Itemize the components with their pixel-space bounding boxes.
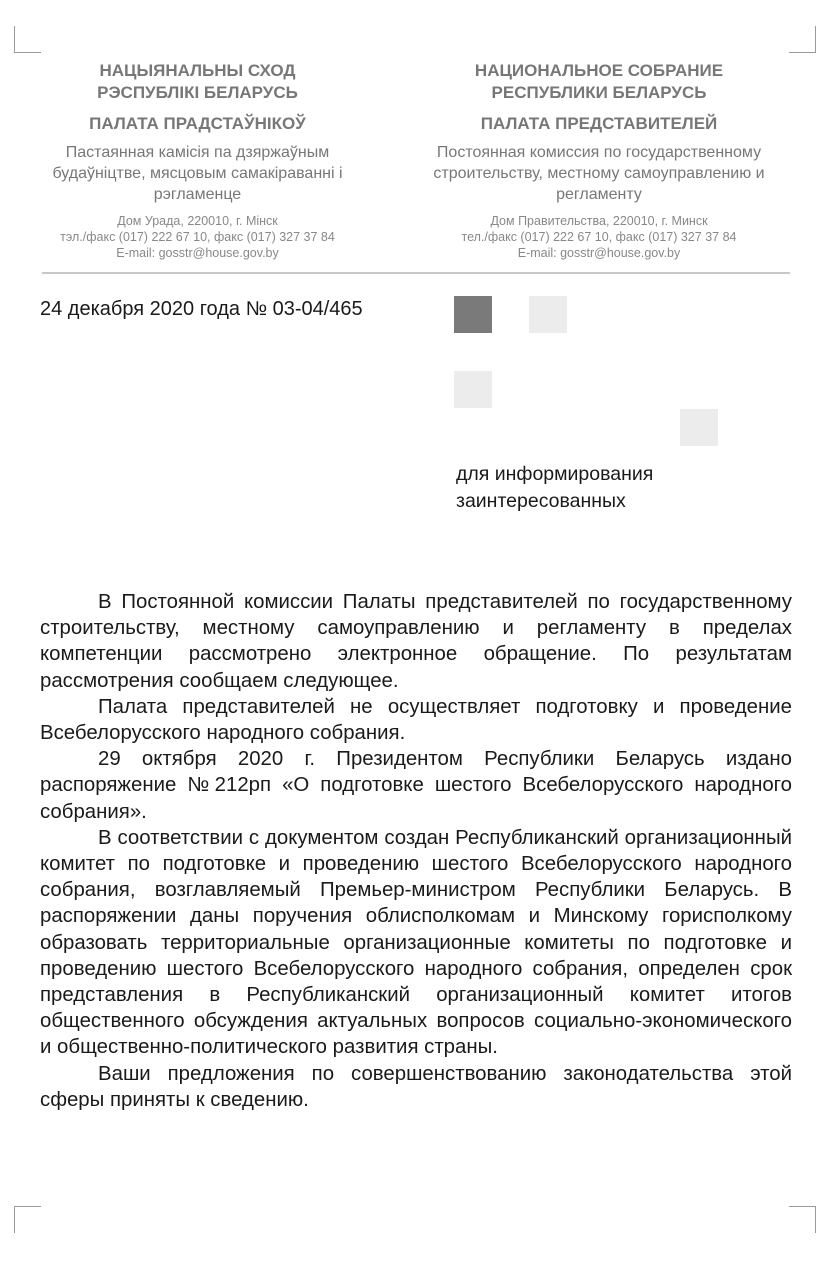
paragraph: В соответствии с документом создан Республиканский организационный комитет по подготовке и проведению шестого Всебелорусского народного собрания, возглавляемый Премьер-министром Республики Беларусь. В распоряжении даны поручения облисполкомам и Минскому горисполкому образовать территориальные организационные комитеты по подготовке и проведению шестого Всебелорусского народного собрания, определен срок представления в Республиканский организационный комитет итогов общественного обсуждения актуальных вопросов социально-экономического и общественно-политического развития страны. — [40, 826, 792, 1059]
redaction-block-light — [454, 371, 492, 408]
org-name-line2-ru: РЕСПУБЛИКИ БЕЛАРУСЬ — [491, 83, 707, 102]
letterhead-belarusian — [30, 60, 365, 261]
addressee — [456, 461, 653, 515]
committee-name-be: Пастаянная камісія па дзяржаўным будаўніцтве, мясцовым самакіраванні і рэгламенце — [52, 144, 343, 203]
redaction-block-light — [529, 296, 567, 333]
paragraph: Ваши предложения по совершенствованию законодательства этой сферы приняты к сведению. — [40, 1062, 792, 1111]
letter-body — [40, 589, 792, 1113]
email-be: E-mail: gosstr@house.gov.by — [116, 246, 279, 260]
chamber-name-ru: ПАЛАТА ПРЕДСТАВИТЕЛЕЙ — [480, 114, 718, 133]
document-date-number: 24 декабря 2020 года № 03-04/465 — [40, 298, 363, 320]
crop-mark-top-right — [789, 26, 816, 53]
address-be: Дом Урада, 220010, г. Мінск — [117, 214, 278, 228]
crop-mark-top-left — [14, 26, 41, 53]
org-name-line1-ru: НАЦИОНАЛЬНОЕ СОБРАНИЕ — [474, 61, 724, 80]
phone-be: тэл./факс (017) 222 67 10, факс (017) 327 37 84 — [60, 230, 335, 244]
header-divider — [42, 272, 790, 274]
addressee-line1: для информирования — [456, 463, 654, 485]
org-name-line1-be: НАЦЫЯНАЛЬНЫ СХОД — [99, 61, 296, 80]
addressee-line2: заинтересованных — [456, 490, 626, 512]
address-ru: Дом Правительства, 220010, г. Минск — [490, 214, 708, 228]
paragraph: В Постоянной комиссии Палаты представителей по государственному строительству, местному самоуправлению и регламенту в пределах компетенции рассмотрено электронное обращение. По результатам рассмотрения сообщаем следующее. — [40, 591, 792, 692]
email-ru: E-mail: gosstr@house.gov.by — [517, 246, 681, 260]
redaction-block-dark — [454, 296, 492, 333]
letterhead-russian — [410, 60, 788, 261]
committee-name-ru: Постоянная комиссия по государственному строительству, местному самоуправлению и регламенту — [433, 144, 765, 203]
chamber-name-be: ПАЛАТА ПРАДСТАЎНІКОЎ — [89, 114, 306, 133]
redaction-block-light — [680, 409, 718, 446]
phone-ru: тел./факс (017) 222 67 10, факс (017) 327 37 84 — [461, 230, 737, 244]
paragraph: Палата представителей не осуществляет подготовку и проведение Всебелорусского народного собрания. — [40, 695, 792, 745]
paragraph: 29 октября 2020 г. Президентом Республики Беларусь издано распоряжение №212рп «О подготовке шестого Всебелорусского народного собрания». — [40, 748, 792, 823]
org-name-line2-be: РЭСПУБЛІКІ БЕЛАРУСЬ — [97, 83, 298, 102]
crop-mark-bottom-left — [14, 1206, 41, 1233]
crop-mark-bottom-right — [789, 1206, 816, 1233]
